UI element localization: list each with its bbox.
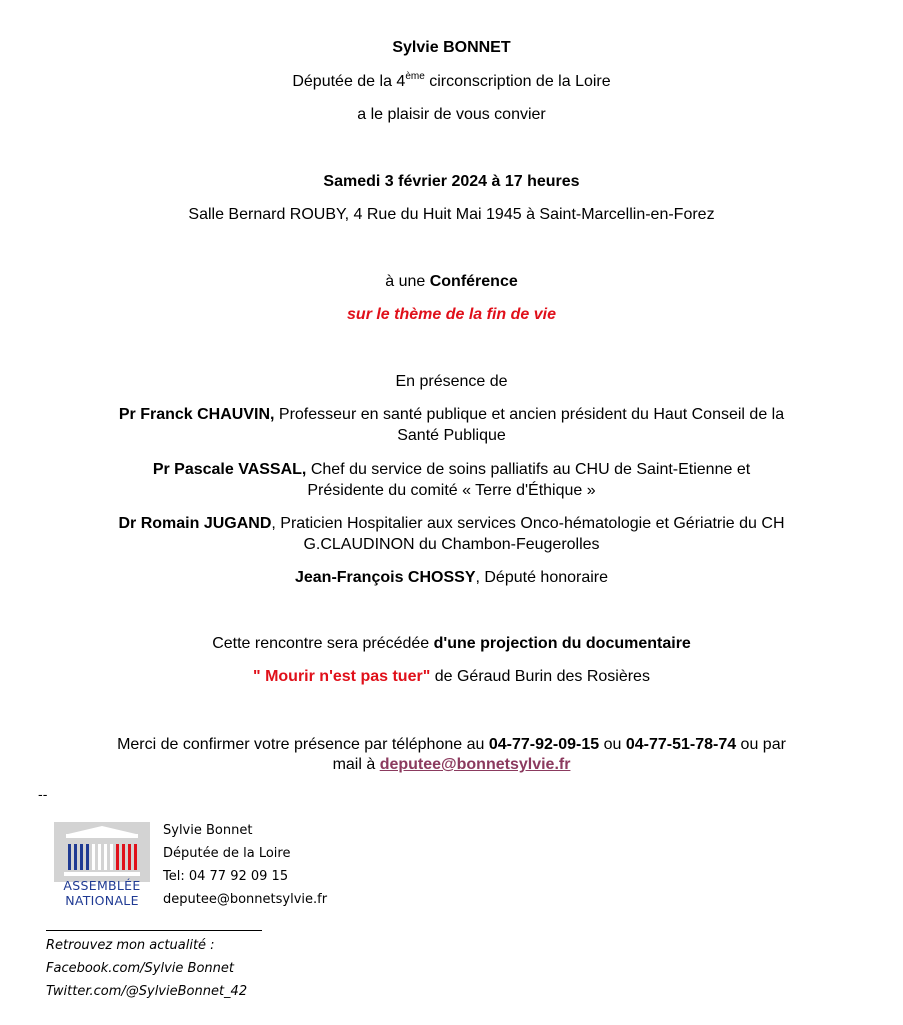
speaker-3-line2: G.CLAUDINON du Chambon-Feugerolles: [303, 536, 600, 553]
speaker-3-name: Dr Romain JUGAND: [118, 515, 272, 532]
host-role: [0, 72, 903, 92]
screening-title: " Mourir n'est pas tuer": [253, 668, 431, 685]
logo-text-line2: NATIONALE: [65, 893, 139, 908]
host-role-prefix: Députée de la 4: [292, 73, 406, 90]
rsvp-line2: [0, 755, 903, 775]
rsvp-text1: Merci de confirmer votre présence par téléphone au: [117, 736, 489, 753]
screening-intro-bold: d'une projection du documentaire: [433, 635, 691, 652]
speaker-1-name: Pr Franck CHAUVIN,: [118, 406, 275, 423]
logo-text-line1: ASSEMBLÉE: [63, 878, 141, 893]
speaker-1-line2: Santé Publique: [397, 427, 506, 444]
host-role-sup: ème: [405, 70, 425, 82]
rsvp-phone1: 04-77-92-09-15: [488, 736, 600, 753]
signature-rule: [46, 930, 262, 931]
speaker-3-line1: [0, 514, 903, 534]
signature-email[interactable]: deputee@bonnetsylvie.fr: [163, 892, 328, 907]
signature-separator: --: [38, 788, 48, 803]
rsvp-text3: mail à: [332, 756, 380, 773]
screening-title-line: [0, 667, 903, 687]
rsvp-or: ou: [599, 736, 626, 753]
assemblee-nationale-logo: [54, 822, 150, 912]
speaker-4-desc: , Député honoraire: [475, 569, 609, 586]
event-theme: sur le thème de la fin de vie: [347, 306, 556, 323]
rsvp-email-link[interactable]: deputee@bonnetsylvie.fr: [379, 756, 571, 773]
event-date: Samedi 3 février 2024 à 17 heures: [323, 173, 580, 190]
event-type: Conférence: [429, 273, 518, 290]
social-facebook[interactable]: Facebook.com/Sylvie Bonnet: [46, 961, 234, 976]
social-block: [46, 934, 247, 1003]
social-heading: Retrouvez mon actualité :: [46, 938, 215, 953]
event-venue: Salle Bernard ROUBY, 4 Rue du Huit Mai 1945 à Saint-Marcellin-en-Forez: [188, 206, 715, 223]
speaker-1-line1: [0, 405, 903, 425]
speaker-2-line1: [0, 460, 903, 480]
speaker-1-desc: Professeur en santé publique et ancien président du Haut Conseil de la: [274, 406, 785, 423]
host-name: Sylvie BONNET: [392, 39, 511, 56]
speaker-4-line1: [0, 568, 903, 588]
screening-author: de Géraud Burin des Rosières: [430, 668, 650, 685]
event-prefix: à une: [385, 273, 430, 290]
presence-intro: En présence de: [395, 373, 508, 390]
event-type-line: [0, 272, 903, 292]
signature-tel: Tel: 04 77 92 09 15: [163, 869, 289, 884]
rsvp-text2: ou par: [736, 736, 786, 753]
speaker-2-line2: Présidente du comité « Terre d'Éthique »: [307, 482, 596, 499]
speaker-2-desc: Chef du service de soins palliatifs au CHU de Saint-Etienne et: [306, 461, 751, 478]
screening-intro-line: [0, 634, 903, 654]
rsvp-line1: [0, 735, 903, 755]
signature-name: Sylvie Bonnet: [163, 823, 253, 838]
signature-block: [163, 819, 327, 911]
signature-title: Députée de la Loire: [163, 846, 291, 861]
invite-text: a le plaisir de vous convier: [357, 106, 546, 123]
screening-intro: Cette rencontre sera précédée: [212, 635, 434, 652]
host-role-suffix: circonscription de la Loire: [424, 73, 611, 90]
speaker-2-name: Pr Pascale VASSAL,: [152, 461, 307, 478]
speaker-3-desc: , Praticien Hospitalier aux services Onco-hématologie et Gériatrie du CH: [271, 515, 785, 532]
social-twitter[interactable]: Twitter.com/@SylvieBonnet_42: [46, 984, 248, 999]
speaker-4-name: Jean-François CHOSSY: [294, 569, 476, 586]
rsvp-phone2: 04-77-51-78-74: [625, 736, 737, 753]
